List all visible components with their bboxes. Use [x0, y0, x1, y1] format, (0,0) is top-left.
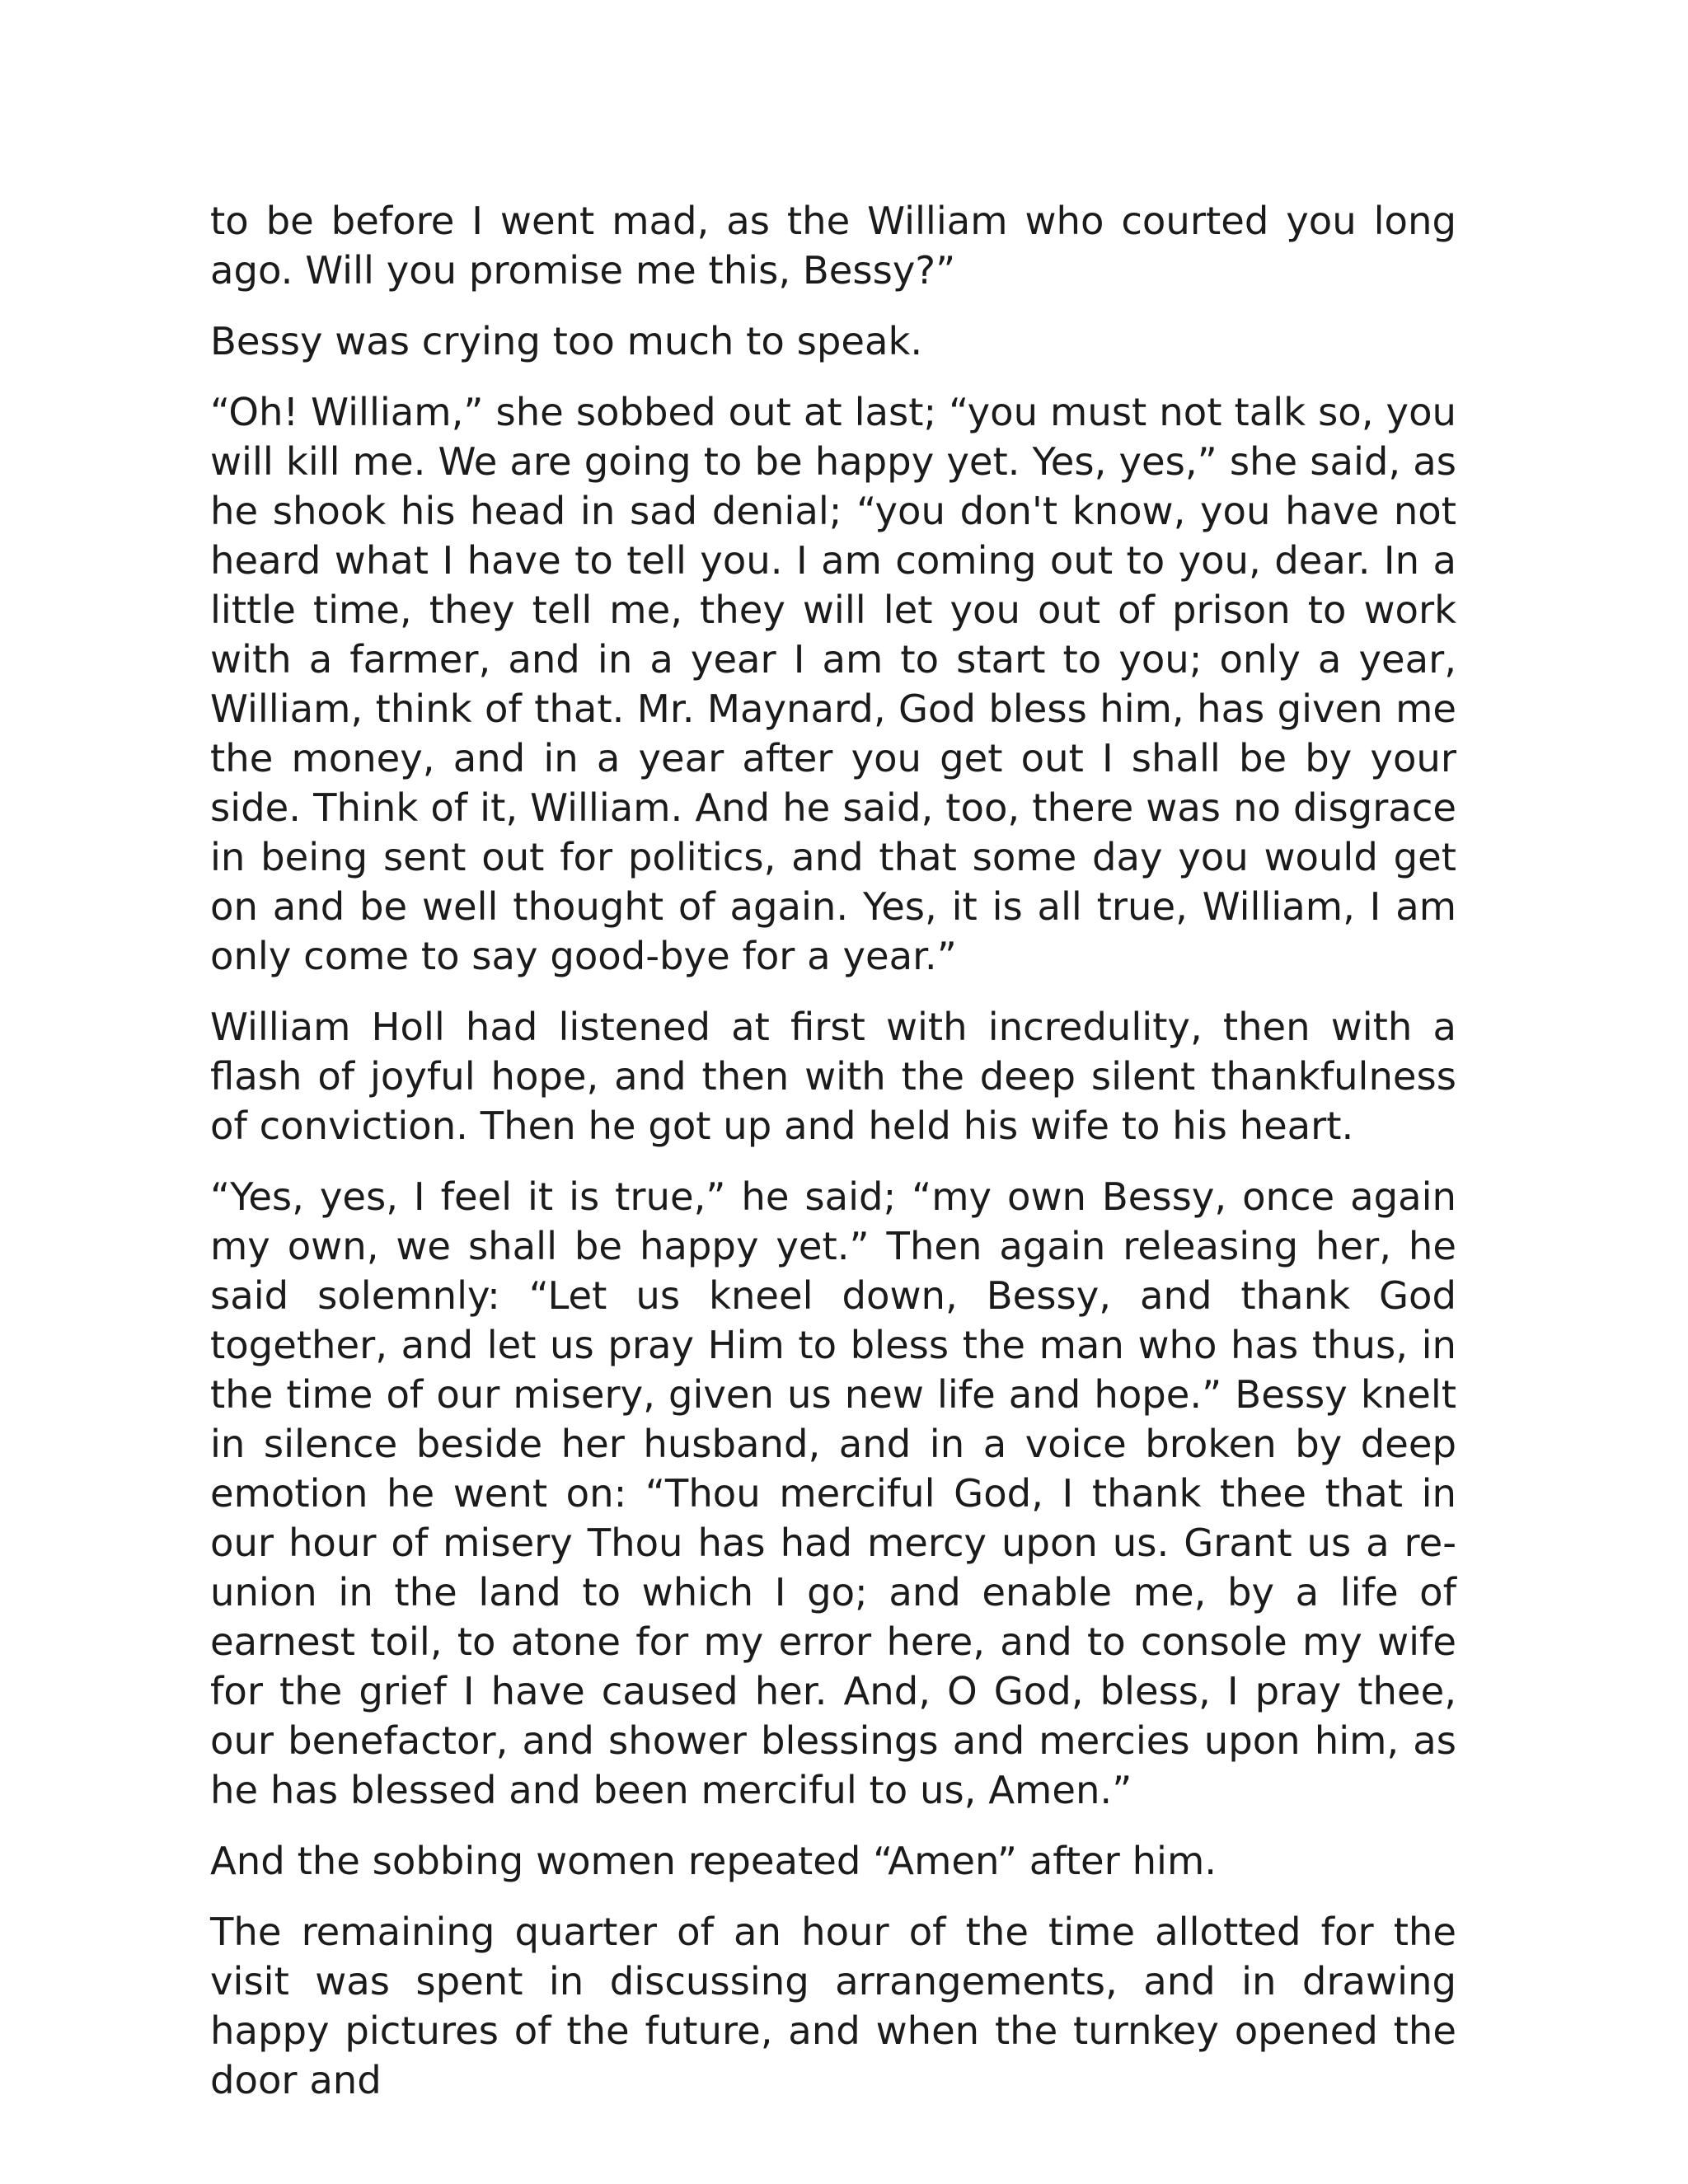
- paragraph-5: “Yes, yes, I feel it is true,” he said; “my own Bessy, once again my own, we shall be happy yet.” Then again releasing her, he said solemnly: “Let us kneel down, Bessy, and thank God together, and let us pray Him to bless the man who has thus, in the time of our misery, given us new life and hope.” Bessy knelt in silence beside her husband, and in a voice broken by deep emotion he went on: “Thou merciful God, I thank thee that in our hour of misery Thou has had mercy upon us. Grant us a re-union in the land to which I go; and enable me, by a life of earnest toil, to atone for my error here, and to console my wife for the grief I have caused her. And, O God, bless, I pray thee, our benefactor, and shower blessings and mercies upon him, as he has blessed and been merciful to us, Amen.”: [210, 1174, 1456, 1812]
- paragraph-7: The remaining quarter of an hour of the time allotted for the visit was spent in discussing arrangements, and in drawing happy pictures of the future, and when the turnkey opened the door and: [210, 1910, 1456, 2102]
- paragraph-1: to be before I went mad, as the William who courted you long ago. Will you promise me this, Bessy?”: [210, 199, 1456, 293]
- paragraph-4: William Holl had listened at first with incredulity, then with a flash of joyful hope, and then with the deep silent thankfulness of conviction. Then he got up and held his wife to his heart.: [210, 1005, 1456, 1148]
- paragraph-6: And the sobbing women repeated “Amen” after him.: [210, 1839, 1217, 1883]
- body-text: [210, 196, 1456, 2126]
- paragraph-3: “Oh! William,” she sobbed out at last; “you must not talk so, you will kill me. We are going to be happy yet. Yes, yes,” she said, as he shook his head in sad denial; “you don't know, you have not heard what I have to tell you. I am coming out to you, dear. In a little time, they tell me, they will let you out of prison to work with a farmer, and in a year I am to start to you; only a year, William, think of that. Mr. Maynard, God bless him, has given me the money, and in a year after you get out I shall be by your side. Think of it, William. And he said, too, there was no disgrace in being sent out for politics, and that some day you would get on and be well thought of again. Yes, it is all true, William, I am only come to say good-bye for a year.”: [210, 390, 1456, 978]
- paragraph-2: Bessy was crying too much to speak.: [210, 319, 923, 363]
